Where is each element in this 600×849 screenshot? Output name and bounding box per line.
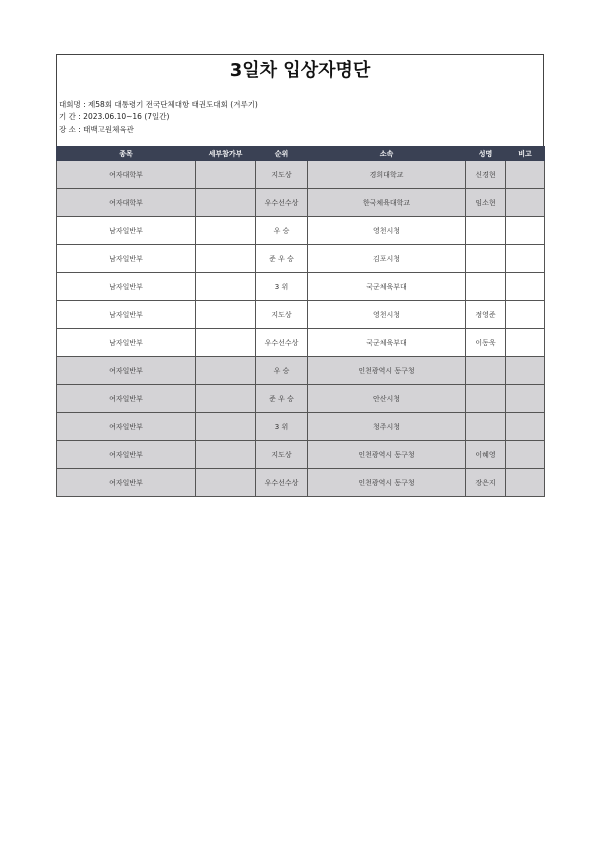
cell-name: 신경현	[466, 161, 506, 189]
cell-name: 이동욱	[466, 329, 506, 357]
cell-event: 여자일반부	[57, 357, 196, 385]
cell-affiliation: 청주시청	[308, 413, 466, 441]
cell-event: 여자일반부	[57, 469, 196, 497]
cell-affiliation: 영천시청	[308, 301, 466, 329]
cell-affiliation: 한국체육대학교	[308, 189, 466, 217]
page-title: 3일차 입상자명단	[229, 60, 371, 81]
cell-event: 남자일반부	[57, 245, 196, 273]
cell-event: 여자일반부	[57, 413, 196, 441]
cell-division	[196, 301, 256, 329]
event-period: 기 간 : 2023.06.10~16 (7일간)	[59, 112, 170, 121]
cell-affiliation: 경희대학교	[308, 161, 466, 189]
cell-division	[196, 329, 256, 357]
table-row	[57, 189, 545, 217]
cell-rank: 우수선수상	[256, 329, 308, 357]
cell-name	[466, 357, 506, 385]
cell-affiliation: 인천광역시 동구청	[308, 357, 466, 385]
cell-note	[506, 441, 545, 469]
cell-division	[196, 469, 256, 497]
header-event: 종목	[57, 147, 196, 161]
cell-name: 이혜영	[466, 441, 506, 469]
cell-affiliation: 국군체육부대	[308, 329, 466, 357]
cell-note	[506, 273, 545, 301]
cell-rank: 지도상	[256, 301, 308, 329]
header-note: 비고	[506, 147, 545, 161]
cell-note	[506, 189, 545, 217]
cell-rank: 3 위	[256, 273, 308, 301]
document-sheet	[56, 54, 544, 497]
cell-note	[506, 329, 545, 357]
cell-name	[466, 217, 506, 245]
cell-rank: 우수선수상	[256, 469, 308, 497]
cell-division	[196, 385, 256, 413]
cell-note	[506, 245, 545, 273]
table-row	[57, 329, 545, 357]
cell-affiliation: 김포시청	[308, 245, 466, 273]
cell-name	[466, 273, 506, 301]
cell-note	[506, 161, 545, 189]
cell-division	[196, 273, 256, 301]
cell-rank: 우 승	[256, 357, 308, 385]
cell-name: 장은지	[466, 469, 506, 497]
header-name: 성명	[466, 147, 506, 161]
cell-rank: 3 위	[256, 413, 308, 441]
header-rank: 순위	[256, 147, 308, 161]
table-header-row	[57, 147, 545, 161]
cell-division	[196, 189, 256, 217]
table-row	[57, 357, 545, 385]
event-venue: 장 소 : 태백고원체육관	[59, 125, 134, 134]
cell-division	[196, 413, 256, 441]
cell-affiliation: 인천광역시 동구청	[308, 469, 466, 497]
cell-note	[506, 413, 545, 441]
cell-affiliation: 인천광역시 동구청	[308, 441, 466, 469]
cell-event: 남자일반부	[57, 273, 196, 301]
cell-rank: 준 우 승	[256, 245, 308, 273]
cell-note	[506, 301, 545, 329]
table-row	[57, 161, 545, 189]
cell-event: 남자일반부	[57, 217, 196, 245]
cell-name: 임소현	[466, 189, 506, 217]
table-body	[57, 161, 545, 497]
cell-division	[196, 217, 256, 245]
cell-affiliation: 안산시청	[308, 385, 466, 413]
header-division: 세부참가부	[196, 147, 256, 161]
table-row	[57, 441, 545, 469]
table-row	[57, 301, 545, 329]
cell-rank: 준 우 승	[256, 385, 308, 413]
cell-rank: 지도상	[256, 161, 308, 189]
cell-note	[506, 469, 545, 497]
cell-note	[506, 385, 545, 413]
winners-table	[56, 146, 545, 497]
header-affiliation: 소속	[308, 147, 466, 161]
cell-event: 여자일반부	[57, 441, 196, 469]
cell-event: 여자대학부	[57, 189, 196, 217]
table-row	[57, 413, 545, 441]
table-row	[57, 245, 545, 273]
cell-name	[466, 385, 506, 413]
cell-name: 정영준	[466, 301, 506, 329]
cell-affiliation: 국군체육부대	[308, 273, 466, 301]
cell-division	[196, 245, 256, 273]
cell-note	[506, 217, 545, 245]
cell-event: 남자일반부	[57, 301, 196, 329]
cell-division	[196, 161, 256, 189]
cell-note	[506, 357, 545, 385]
table-row	[57, 273, 545, 301]
cell-division	[196, 357, 256, 385]
cell-affiliation: 영천시청	[308, 217, 466, 245]
event-name: 대회명 : 제58회 대통령기 전국단체대항 태권도대회 (겨루기)	[59, 100, 258, 109]
table-row	[57, 469, 545, 497]
cell-event: 여자대학부	[57, 161, 196, 189]
cell-division	[196, 441, 256, 469]
cell-name	[466, 245, 506, 273]
cell-name	[466, 413, 506, 441]
cell-rank: 지도상	[256, 441, 308, 469]
cell-rank: 우 승	[256, 217, 308, 245]
cell-event: 남자일반부	[57, 329, 196, 357]
cell-rank: 우수선수상	[256, 189, 308, 217]
table-row	[57, 217, 545, 245]
table-row	[57, 385, 545, 413]
cell-event: 여자일반부	[57, 385, 196, 413]
